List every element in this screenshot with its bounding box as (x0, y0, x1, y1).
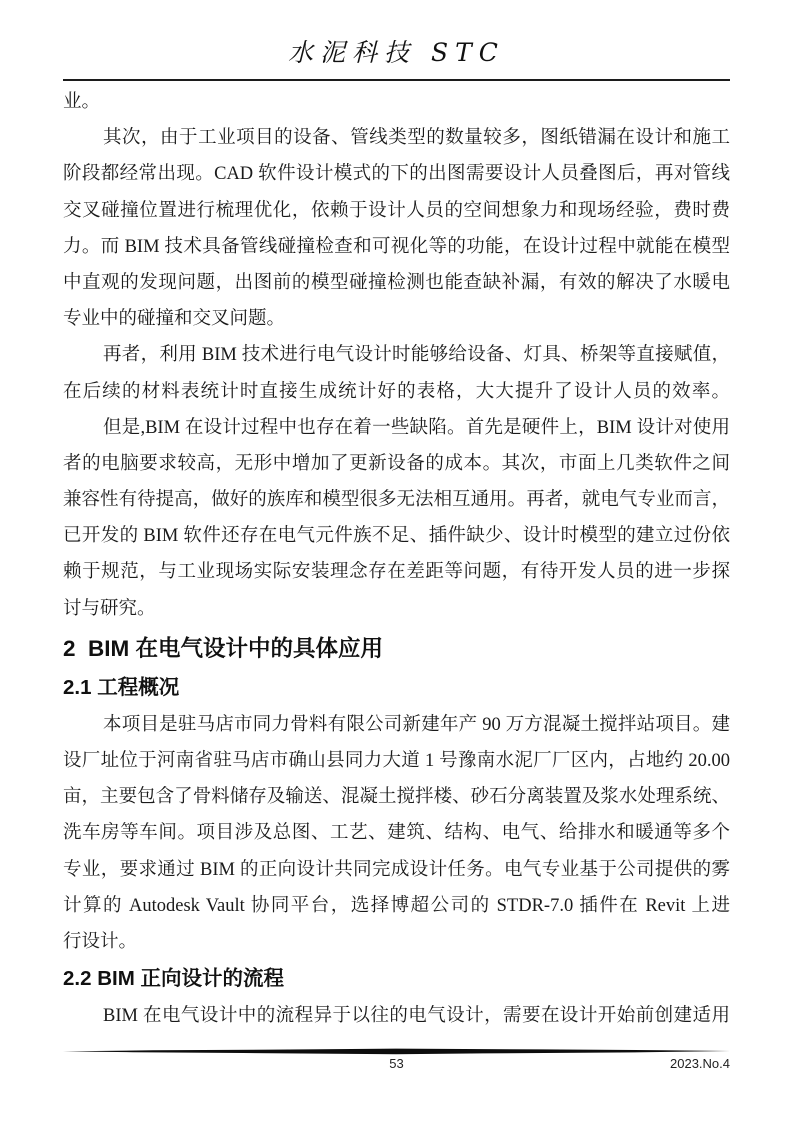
paragraph-line: 阶段都经常出现。CAD 软件设计模式的下的出图需要设计人员叠图后，再对管线 (63, 164, 730, 185)
page-header (63, 0, 730, 81)
paragraph-cad-issues (63, 120, 730, 337)
paragraph-line: 交叉碰撞位置进行梳理优化，依赖于设计人员的空间想象力和现场经验，费时费 (63, 200, 730, 221)
paragraph-line: 设厂址位于河南省驻马店市确山县同力大道 1 号豫南水泥厂厂区内，占地约 20.00 (63, 751, 730, 771)
footer-rule (63, 1048, 730, 1055)
article-body (63, 81, 730, 1034)
paragraph-line: 力。而 BIM 技术具备管线碰撞检查和可视化等的功能，在设计过程中就能在模型 (63, 236, 730, 257)
paragraph-bim-benefit (63, 337, 730, 409)
paragraph-line: 赖于规范，与工业现场实际安装理念存在差距等问题，有待开发人员的进一步探 (63, 562, 730, 583)
journal-title: 水泥科技 STC (288, 38, 505, 67)
paragraph-line: 行设计。 (63, 931, 138, 952)
page-number: 53 (389, 1056, 404, 1071)
paragraph-line: 本项目是驻马店市同力骨料有限公司新建年产 90 万方混凝土搅拌站项目。建 (103, 714, 730, 735)
page-footer (63, 1048, 730, 1072)
paragraph-line: 讨与研究。 (63, 598, 156, 619)
paragraph-line: 再者，利用 BIM 技术进行电气设计时能够给设备、灯具、桥架等直接赋值， (103, 345, 730, 366)
issue-label: 2023.No.4 (670, 1056, 730, 1071)
paragraph-line: 专业，要求通过 BIM 的正向设计共同完成设计任务。电气专业基于公司提供的雾 (63, 859, 730, 880)
paragraph-line: 但是,BIM 在设计过程中也存在着一些缺陷。首先是硬件上，BIM 设计对使用 (103, 417, 730, 438)
paragraph-line: 者的电脑要求较高，无形中增加了更新设备的成本。其次，市面上几类软件之间 (63, 453, 730, 474)
paragraph-line: 已开发的 BIM 软件还存在电气元件族不足、插件缺少、设计时模型的建立过份依 (63, 526, 730, 547)
paragraph-bim-defects (63, 410, 730, 627)
paragraph-line: 专业中的碰撞和交叉问题。 (63, 309, 286, 330)
paragraph-line: BIM 在电气设计中的流程异于以往的电气设计，需要在设计开始前创建适用 (103, 1006, 730, 1027)
carryover-line: 业。 (63, 92, 101, 112)
section-heading-2: 2 BIM 在电气设计中的具体应用 (63, 635, 384, 661)
subsection-heading-2-1: 2.1 工程概况 (63, 675, 180, 699)
paragraph-line: 计算的 Autodesk Vault 协同平台，选择博超公司的 STDR-7.0 插件在 Revit 上进 (63, 895, 730, 916)
paragraph-line: 其次，由于工业项目的设备、管线类型的数量较多，图纸错漏在设计和施工 (103, 128, 730, 149)
footer-text-row (63, 1056, 730, 1072)
paragraph-line: 兼容性有待提高，做好的族库和模型很多无法相互通用。再者，就电气专业而言， (63, 490, 730, 511)
paragraph-line: 在后续的材料表统计时直接生成统计好的表格，大大提升了设计人员的效率。 (63, 381, 730, 402)
paragraph-line: 洗车房等车间。项目涉及总图、工艺、建筑、结构、电气、给排水和暖通等多个 (63, 823, 730, 844)
paragraph-project-overview (63, 707, 730, 960)
paragraph-line: 亩，主要包含了骨料储存及输送、混凝土搅拌楼、砂石分离装置及浆水处理系统、 (63, 787, 730, 808)
paragraph-workflow (63, 998, 730, 1034)
subsection-heading-2-2: 2.2 BIM 正向设计的流程 (63, 967, 284, 991)
paragraph-line: 中直观的发现问题，出图前的模型碰撞检测也能查缺补漏，有效的解决了水暖电 (63, 272, 730, 293)
